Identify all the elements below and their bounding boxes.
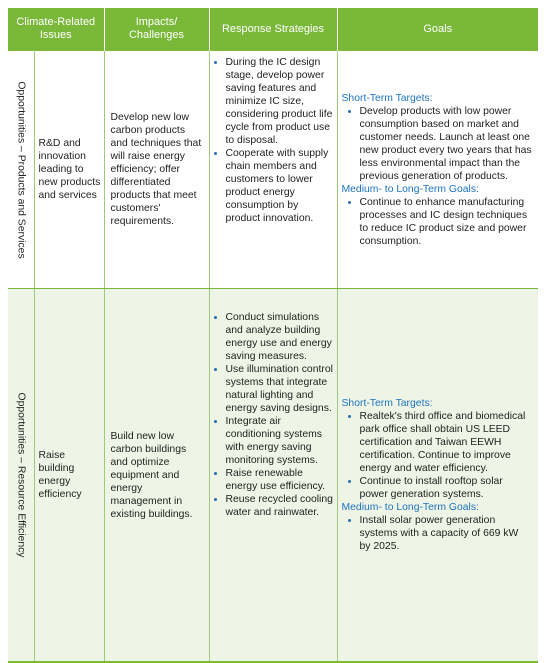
- list-item: • Install solar power generation systems with a capacity of 669 kW by 2025.: [360, 514, 533, 553]
- strategies-list: [210, 311, 334, 519]
- category-label: Opportunities – Products and Services: [15, 80, 27, 259]
- climate-table-container: [8, 8, 538, 636]
- table-row-resource-efficiency: [8, 289, 538, 663]
- list-item: • Conduct simulations and analyze building energy use and energy saving measures.: [226, 311, 334, 363]
- long-term-list: [342, 514, 533, 553]
- strategies-cell: [209, 51, 337, 289]
- list-item: • During the IC design stage, develop power saving features and minimize IC size, considering product life cycle from product use to disposal.: [226, 56, 334, 147]
- list-item: • Raise renewable energy use efficiency.: [226, 467, 334, 493]
- list-item: • Reuse recycled cooling water and rainwater.: [226, 493, 334, 519]
- list-item: • Realtek's third office and biomedical park office shall obtain US LEED certification and Taiwan EEWH certification. Continue to improve energy and water efficiency.: [360, 410, 533, 475]
- short-term-heading: Short-Term Targets:: [341, 398, 433, 409]
- list-item: • Cooperate with supply chain members and customers to lower product energy consumption by product innovation.: [226, 147, 334, 225]
- list-item: • Continue to enhance manufacturing processes and IC design techniques to reduce IC product size and power consumption.: [360, 196, 533, 248]
- goals-cell: [337, 289, 538, 663]
- impact-cell: Build new low carbon buildings and optimize equipment and energy management in existing buildings.: [104, 289, 209, 663]
- category-cell: [8, 289, 34, 663]
- strategies-cell: [209, 289, 337, 663]
- long-term-heading: Medium- to Long-Term Goals:: [341, 502, 479, 513]
- category-cell: [8, 51, 34, 289]
- list-item: • Continue to install rooftop solar power generation systems.: [360, 475, 533, 501]
- category-label: Opportunities – Resource Efficiency: [15, 392, 27, 558]
- long-term-heading: Medium- to Long-Term Goals:: [341, 183, 479, 195]
- short-term-list: [342, 105, 533, 183]
- issue-cell: Raise building energy efficiency: [34, 289, 104, 663]
- header-goals: Goals: [337, 8, 538, 51]
- header-row: [8, 8, 538, 51]
- goals-cell: [337, 51, 538, 289]
- short-term-heading: Short-Term Targets:: [341, 92, 433, 104]
- issue-cell: R&D and innovation leading to new products and services: [34, 51, 104, 289]
- header-strategies: Response Strategies: [209, 8, 337, 51]
- list-item: • Use illumination control systems that integrate natural lighting and energy saving designs.: [226, 363, 334, 415]
- list-item: • Develop products with low power consumption based on market and customer needs. Launch at least one new product every two years that has less environmental impact than the previous generation of products.: [360, 105, 533, 183]
- table-row-products-services: [8, 51, 538, 289]
- header-issues: Climate-Related Issues: [8, 8, 104, 51]
- impact-cell: Develop new low carbon products and techniques that will raise energy efficiency; offer differentiated products that meet customers' requirements.: [104, 51, 209, 289]
- strategies-list: [210, 56, 334, 225]
- header-impacts: Impacts/ Challenges: [104, 8, 209, 51]
- short-term-list: [342, 410, 533, 501]
- long-term-list: [342, 196, 533, 248]
- list-item: • Integrate air conditioning systems with energy saving monitoring systems.: [226, 415, 334, 467]
- climate-issues-table: [8, 8, 538, 663]
